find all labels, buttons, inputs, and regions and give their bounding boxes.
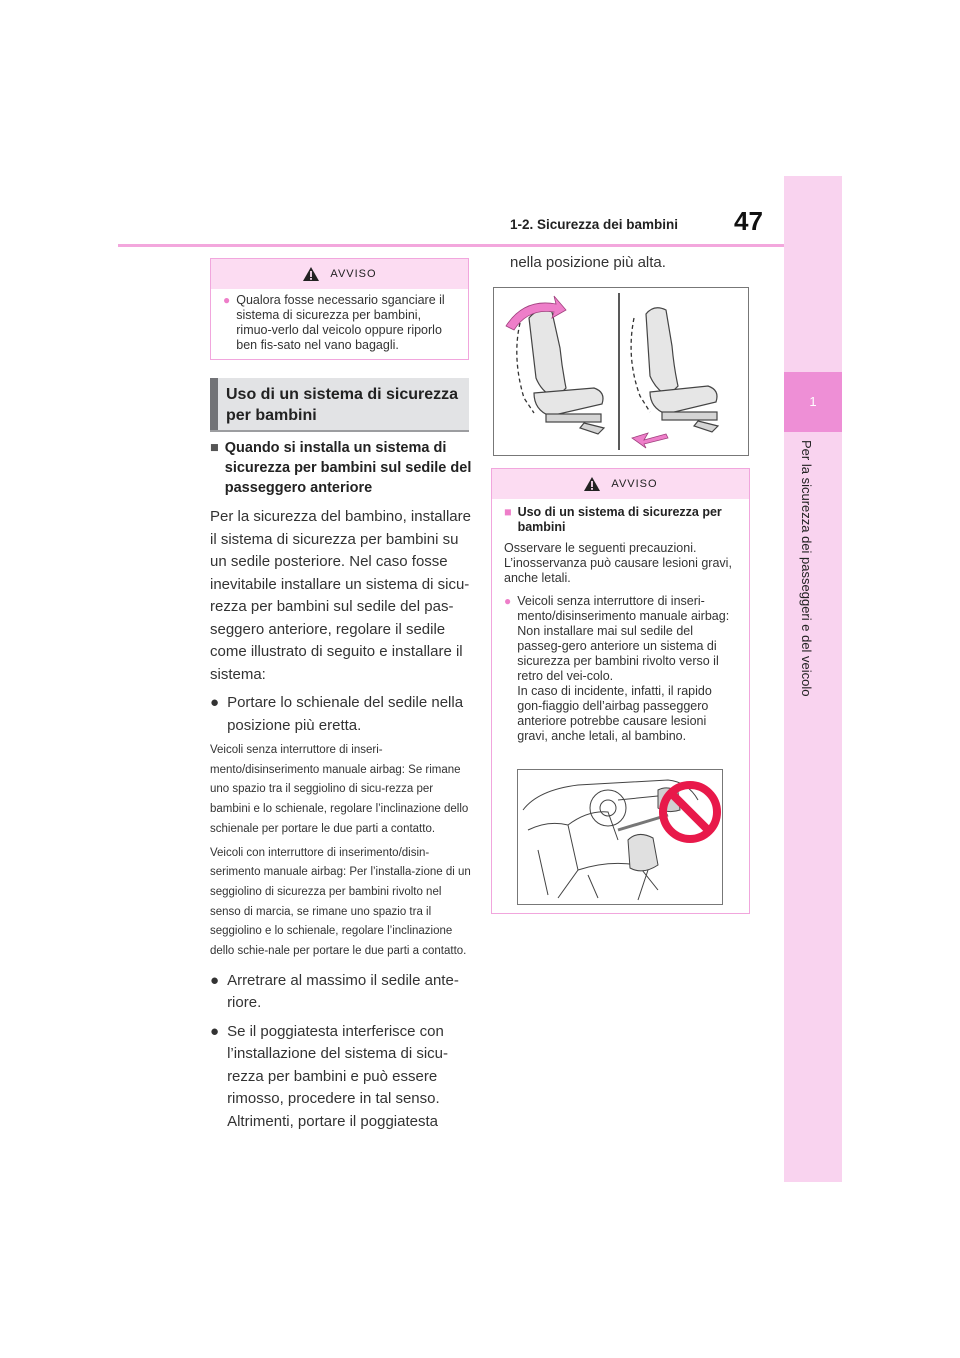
warning-header [211, 259, 468, 289]
seat-adjustment-figure [493, 287, 749, 456]
car-interior-illustration [518, 770, 722, 904]
warning-item-p2: In caso di incidente, infatti, il rapido gon-fiaggio dell’airbag passeggero anteriore potrebbe causare lesioni gravi, anche letali, al bambino. [517, 684, 712, 743]
chapter-number: 1 [784, 372, 842, 432]
subsection-title [210, 438, 472, 498]
bullet-icon: ● [223, 293, 231, 307]
warning-subhead-text: Uso di un sistema di sicurezza per bambini [517, 505, 722, 534]
header-divider [118, 244, 785, 247]
warning-subhead [504, 505, 739, 535]
warning-item-text [517, 594, 739, 744]
rear-facing-seat-prohibited-figure [517, 769, 723, 905]
page-number: 47 [734, 206, 763, 236]
dot-bullet-icon: ● [210, 971, 220, 989]
section-title: Uso di un sistema di sicurezza per bambini [210, 378, 469, 430]
intro-paragraph: Per la sicurezza del bambino, installare il sistema di sicurezza per bambini su un sedile posteriore. Nel caso fosse inevitabile installare un sistema di sicu-rezza per bambini sul sedile del pas-seggero anteriore, regolare il sedile come illustrato di seguito e installare il sistema: [210, 508, 471, 683]
dot-bullet-icon: ● [210, 694, 220, 711]
note-2: Veicoli con interruttore di inserimento/disin-serimento manuale airbag: Per l’installa-zione di un seggiolino di sicurezza per bambini rivolto nel senso di marcia, se rimane uno spazio tra il seggiolino e lo schienale, regolare l’inclinazione dello schie-nale per portare le due parti a contatto. [210, 846, 471, 958]
note-1: Veicoli senza interruttore di inseri-mento/disinserimento manuale airbag: Se rimane uno spazio tra il seggiolino di sicu-rezza per bambini e lo schienale, regolare l’inclinazione dello schienale per portare le due parti a contatto. [210, 744, 469, 835]
warning-triangle-icon [583, 476, 601, 492]
chapter-label: Per la sicurezza dei passeggeri e del veicolo [799, 440, 814, 697]
warning-box-1 [210, 258, 469, 360]
warning-header [492, 469, 749, 499]
step-3 [210, 1021, 472, 1134]
warning-title: AVVISO [611, 478, 658, 490]
warning-intro: Osservare le seguenti precauzioni. L’inosservanza può causare lesioni gravi, anche letali. [504, 541, 732, 585]
section-title-rule [210, 430, 469, 432]
seat-slide-arrow-icon [632, 433, 668, 448]
section-header: 1-2. Sicurezza dei bambini [510, 217, 679, 232]
warning-title: AVVISO [330, 268, 377, 280]
warning-item [504, 594, 739, 744]
subsection-title-text: Quando si installa un sistema di sicurezza per bambini sul sedile del passeggero anteriore [224, 440, 472, 496]
warning-item [223, 293, 458, 353]
square-bullet-icon: ■ [210, 440, 219, 456]
seat-right-icon [646, 308, 718, 432]
step-1 [210, 692, 472, 737]
warning-triangle-icon [302, 266, 320, 282]
dot-bullet-icon: ● [210, 1022, 220, 1040]
step-3-text: Se il poggiatesta interferisce con l’installazione del sistema di sicu-rezza per bambini e può essere rimosso, procedere in tal senso. Altrimenti, portare il poggiatesta [227, 1022, 448, 1130]
bullet-icon: ● [504, 594, 512, 608]
seat-left-icon [529, 310, 604, 434]
warning-item-text: Qualora fosse necessario sganciare il sistema di sicurezza per bambini, rimuo-verlo dal veicolo oppure riporlo ben fis-sato nel vano bagagli. [236, 293, 445, 352]
continued-text: nella posizione più alta. [510, 254, 666, 271]
left-column [210, 438, 472, 1133]
step-1-text: Portare lo schienale del sedile nella posizione più eretta. [227, 694, 464, 734]
warning-item-p1: Veicoli senza interruttore di inseri-mento/disinserimento manuale airbag: Non installare mai sul sedile del passeg-gero anteriore un sistema di sicurezza per bambini rivolto verso il retro del vei-colo. [517, 594, 730, 683]
step-2-text: Arretrare al massimo il sedile ante-riore. [227, 971, 459, 1012]
step-2 [210, 970, 472, 1015]
seat-illustration [494, 288, 748, 455]
square-bullet-icon: ■ [504, 505, 512, 519]
warning-box-2 [491, 468, 750, 914]
